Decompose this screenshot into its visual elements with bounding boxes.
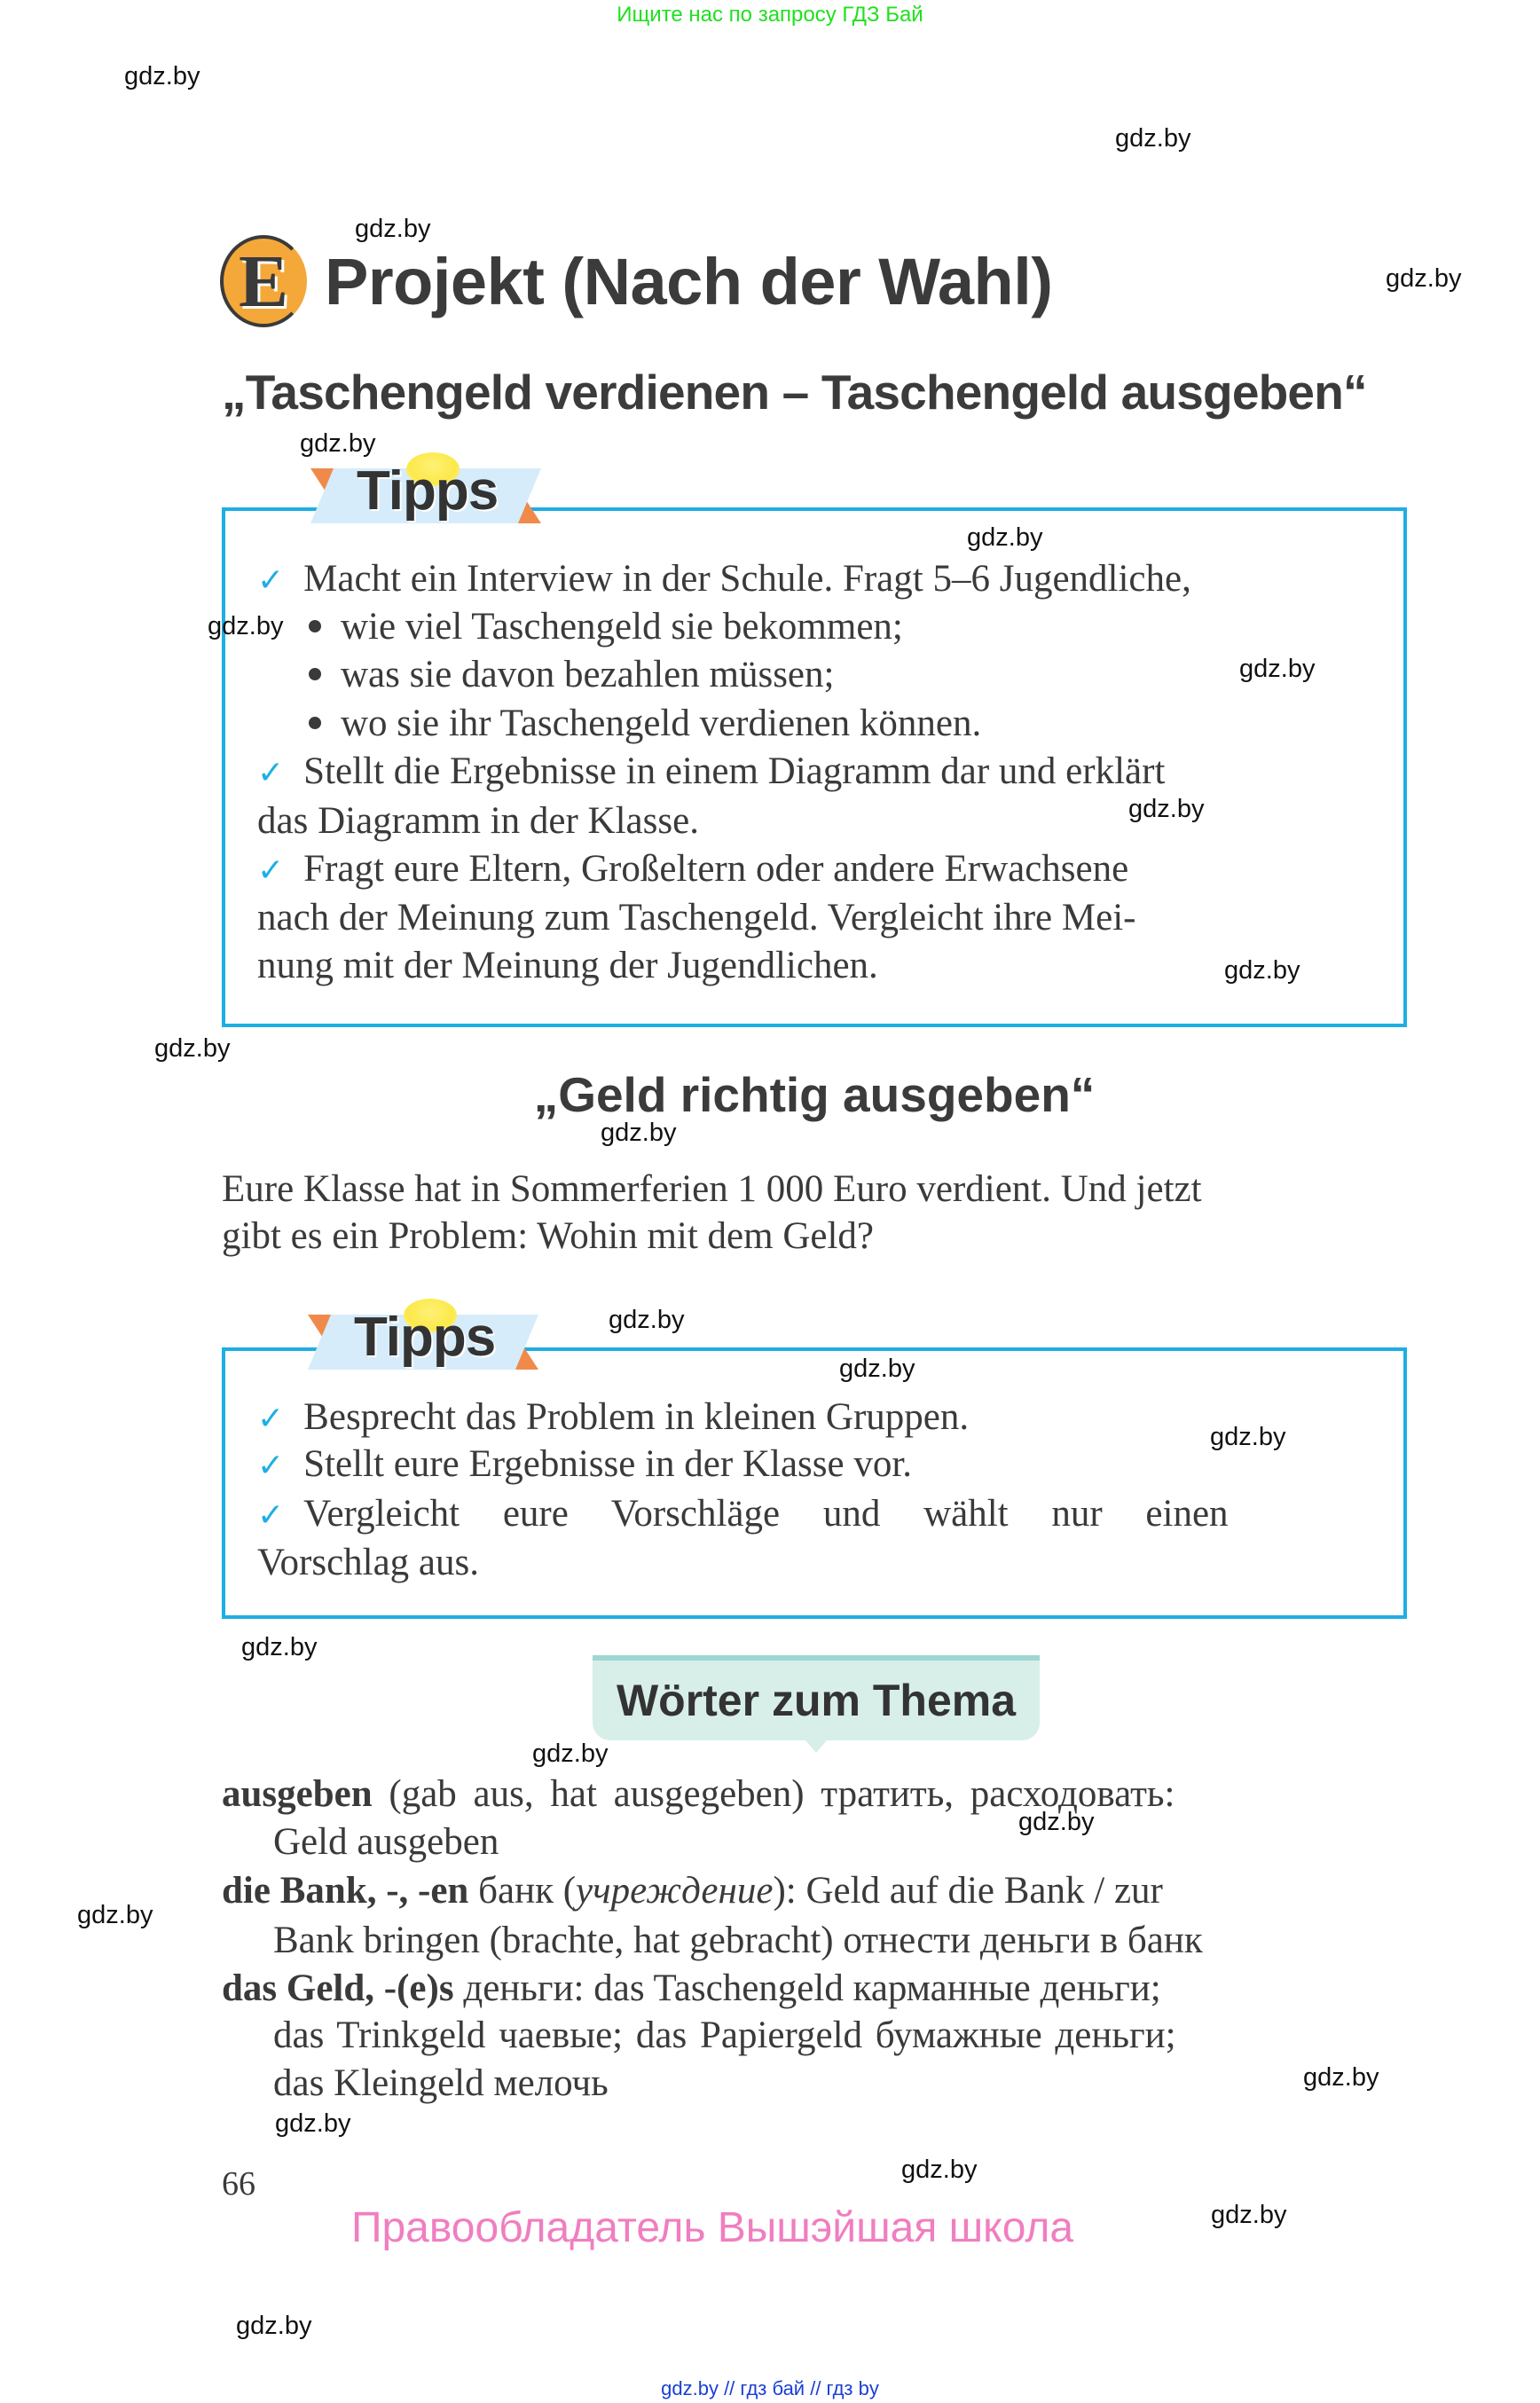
vocab-entry-geld: das Geld, -(e)s деньги: das Taschengeld карманные деньги; [222, 1967, 1161, 2009]
watermark-text: gdz.by [1128, 795, 1205, 823]
checkmark-icon: ✓ [257, 1448, 285, 1484]
watermark-text: gdz.by [1211, 2201, 1287, 2229]
tip-item: ✓ Macht ein Interview in der Schule. Fragt 5–6 Jugendliche, [257, 558, 1191, 600]
tips-label-2 [308, 1299, 538, 1370]
checkmark-icon: ✓ [257, 1497, 285, 1534]
badge-letter: E [238, 240, 289, 323]
watermark-text: gdz.by [1303, 2063, 1379, 2092]
tip-item-continuation: Vorschlag aus. [257, 1542, 480, 1583]
bullet-icon [309, 620, 321, 632]
watermark-text: gdz.by [124, 62, 200, 90]
tip-item: ✓ Stellt die Ergebnisse in einem Diagramm dar und erklärt [257, 750, 1166, 792]
section-e-badge-icon [220, 235, 307, 327]
tip-item-continuation: nung mit der Meinung der Jugendlichen. [257, 945, 878, 986]
tips-label-text: Tipps [354, 1307, 496, 1368]
checkmark-icon: ✓ [257, 852, 285, 889]
watermark-text: gdz.by [901, 2156, 978, 2184]
tip-item: ✓ Besprecht das Problem in kleinen Gruppen. [257, 1396, 970, 1438]
tip-item: ✓ Vergleicht eure Vorschläge und wählt nur einen [257, 1493, 1229, 1535]
watermark-text: gdz.by [300, 429, 376, 458]
vocab-entry-bank: die Bank, -, -en банк (учреждение): Geld auf die Bank / zur [222, 1870, 1163, 1912]
task-paragraph-line: Eure Klasse hat in Sommerferien 1 000 Euro verdient. Und jetzt [222, 1168, 1202, 1210]
watermark-text: gdz.by [275, 2109, 351, 2138]
tips-label-text: Tipps [357, 460, 499, 522]
watermark-text: gdz.by [154, 1034, 231, 1063]
watermark-text: gdz.by [1018, 1808, 1095, 1836]
watermark-text: gdz.by [1115, 124, 1191, 153]
vocab-entry-line: das Trinkgeld чаевые; das Papiergeld бумажные деньги; [273, 2014, 1176, 2056]
watermark-text: gdz.by [609, 1306, 685, 1334]
watermark-text: gdz.by [967, 523, 1043, 552]
watermark-text: gdz.by [532, 1739, 609, 1768]
watermark-text: gdz.by [601, 1119, 677, 1147]
copyright-notice: Правообладатель Вышэйшая школа [350, 2204, 1074, 2251]
page-title: Projekt (Nach der Wahl) [325, 244, 1053, 318]
watermark-text: gdz.by [1210, 1423, 1286, 1451]
vocab-entry-line: das Kleingeld мелочь [273, 2062, 609, 2104]
vocabulary-heading: Wörter zum Thema [616, 1676, 1017, 1725]
vocab-entry-line: Bank bringen (brachte, hat gebracht) отнести деньги в банк [273, 1920, 1203, 1961]
project-heading-2: „Geld richtig ausgeben“ [533, 1067, 1096, 1122]
vocabulary-heading-box [593, 1655, 1040, 1740]
tip-bullet: wie viel Taschengeld sie bekommen; [309, 605, 903, 648]
bullet-icon [309, 717, 321, 729]
tip-item-continuation: das Diagramm in der Klasse. [257, 800, 699, 842]
watermark-text: gdz.by [241, 1633, 318, 1661]
footer-links[interactable]: gdz.by // гдз бай // гдз by [661, 2377, 879, 2399]
bullet-icon [309, 668, 321, 680]
tip-item-continuation: nach der Meinung zum Taschengeld. Vergleicht ihre Mei- [257, 897, 1136, 938]
page-title-row [220, 232, 1052, 330]
watermark-text: gdz.by [1224, 956, 1300, 985]
tips-label-1 [310, 452, 541, 523]
search-banner: Ищите нас по запросу ГДЗ Бай [617, 3, 923, 27]
watermark-text: gdz.by [355, 215, 431, 243]
tip-bullet: wo sie ihr Taschengeld verdienen können. [309, 702, 981, 745]
watermark-text: gdz.by [77, 1901, 153, 1929]
tip-item: ✓ Fragt eure Eltern, Großeltern oder andere Erwachsene [257, 848, 1129, 890]
tip-item: ✓ Stellt eure Ergebnisse in der Klasse vor. [257, 1443, 913, 1485]
project-heading-1: „Taschengeld verdienen – Taschengeld ausgeben“ [222, 365, 1367, 420]
notch-decoration-icon [805, 1740, 827, 1753]
checkmark-icon: ✓ [257, 1401, 285, 1437]
checkmark-icon: ✓ [257, 562, 285, 599]
watermark-text: gdz.by [839, 1355, 915, 1383]
checkmark-icon: ✓ [257, 755, 285, 791]
watermark-text: gdz.by [1239, 655, 1316, 683]
page-number: 66 [222, 2165, 255, 2203]
watermark-text: gdz.by [1386, 264, 1462, 293]
vocab-entry-ausgeben: ausgeben (gab aus, hat ausgegeben) тратить, расходовать: [222, 1773, 1175, 1815]
tip-bullet: was sie davon bezahlen müssen; [309, 653, 834, 696]
vocab-entry-line: Geld ausgeben [273, 1821, 499, 1863]
watermark-text: gdz.by [208, 612, 284, 640]
task-paragraph-line: gibt es ein Problem: Wohin mit dem Geld? [222, 1215, 875, 1257]
watermark-text: gdz.by [236, 2312, 312, 2340]
